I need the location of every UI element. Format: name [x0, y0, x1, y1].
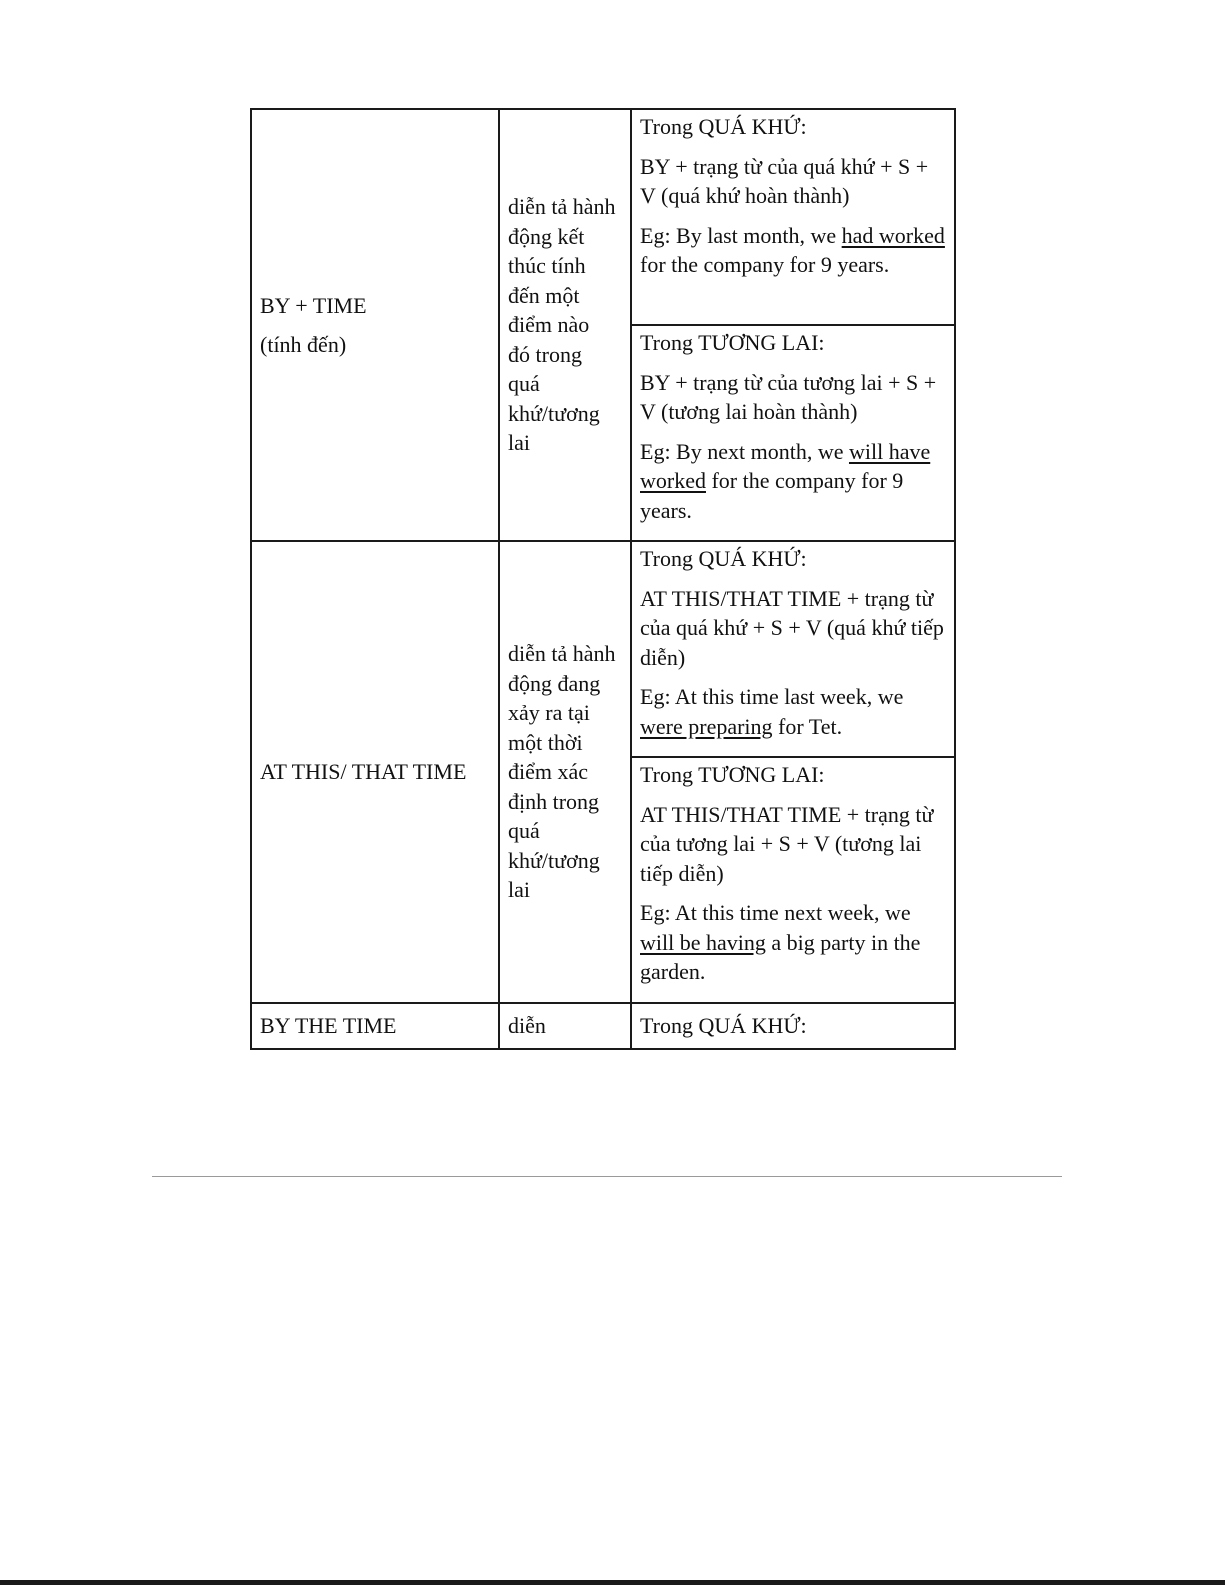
keyword-text: BY + TIME [260, 292, 367, 318]
case-formula: AT THIS/THAT TIME + trạng từ của tương lai + S + V (tương lai tiếp diễn) [640, 801, 934, 886]
page-bottom-edge [0, 1580, 1225, 1585]
table-row [251, 1003, 955, 1049]
keyword-cell [251, 1003, 499, 1049]
description-text: diễn tả hành động kết thúc tính đến một điểm nào đó trong quá khứ/tương lai [508, 194, 616, 456]
table-row [251, 541, 955, 757]
keyword-text: BY THE TIME [260, 1013, 397, 1038]
description-cell [499, 1003, 631, 1049]
description-cell [499, 541, 631, 1003]
case-example: Eg: At this time next week, we will be having a big party in the garden. [640, 900, 921, 984]
case-cell [631, 541, 955, 757]
case-cell [631, 109, 955, 325]
case-example: Eg: By next month, we will have worked for the company for 9 years. [640, 438, 931, 523]
keyword-note: (tính đến) [260, 332, 347, 357]
case-cell [631, 325, 955, 541]
underlined-verb: will be having [640, 929, 766, 955]
case-formula: BY + trạng từ của tương lai + S + V (tương lai hoàn thành) [640, 369, 937, 424]
case-heading: Trong TƯƠNG LAI: [640, 762, 825, 787]
case-heading: Trong QUÁ KHỨ: [640, 546, 807, 571]
table-row [251, 109, 955, 325]
grammar-table [250, 108, 956, 1050]
keyword-text: AT THIS/ THAT TIME [260, 759, 467, 785]
case-heading: Trong TƯƠNG LAI: [640, 330, 825, 355]
case-heading: Trong QUÁ KHỨ: [640, 114, 807, 139]
case-formula: BY + trạng từ của quá khứ + S + V (quá khứ hoàn thành) [640, 153, 929, 208]
case-formula: AT THIS/THAT TIME + trạng từ của quá khứ + S + V (quá khứ tiếp diễn) [640, 585, 944, 670]
underlined-verb: had worked [841, 222, 945, 248]
case-cell [631, 757, 955, 1003]
case-heading: Trong QUÁ KHỨ: [640, 1013, 807, 1038]
case-cell [631, 1003, 955, 1049]
description-text: diễn tả hành động đang xảy ra tại một thời điểm xác định trong quá khứ/tương lai [508, 641, 616, 903]
description-text: diễn [508, 1013, 546, 1038]
keyword-cell [251, 541, 499, 1003]
case-example: Eg: At this time last week, we were preparing for Tet. [640, 684, 904, 739]
keyword-cell [251, 109, 499, 541]
case-example: Eg: By last month, we had worked for the company for 9 years. [640, 222, 945, 277]
underlined-verb: will have worked [640, 438, 931, 493]
underlined-verb: were preparing [640, 713, 773, 739]
page-separator [152, 1176, 1062, 1177]
description-cell [499, 109, 631, 541]
